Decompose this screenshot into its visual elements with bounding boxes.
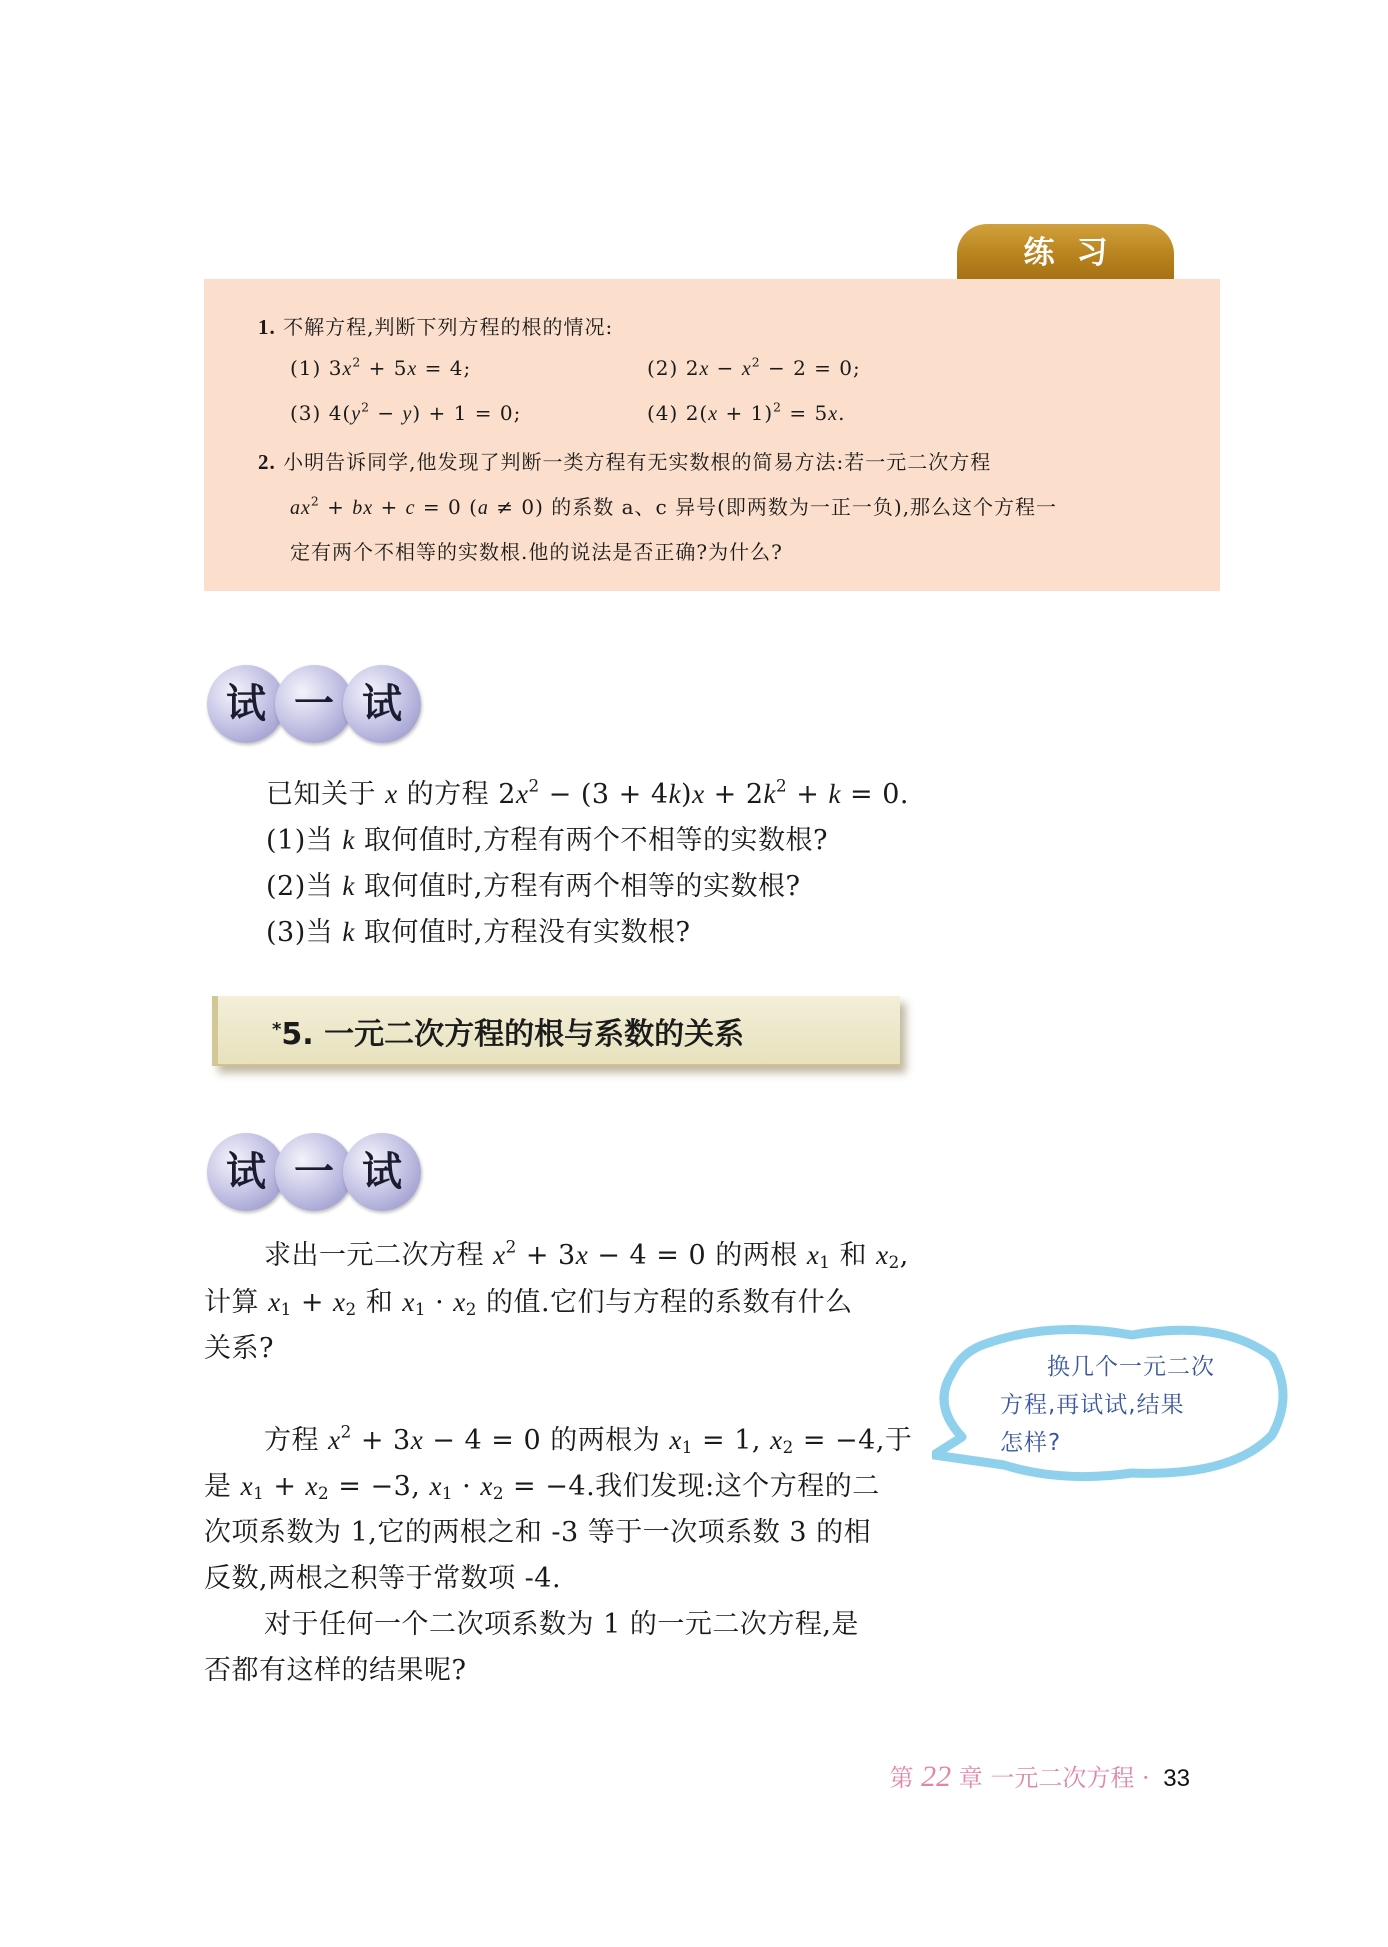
body-p1-line-4: 反数,两根之积等于常数项 -4.: [204, 1563, 562, 1594]
question-1-part-1: (1) $3x^2 + 5x = 4$;: [290, 354, 472, 380]
try2-line-3: 关系?: [204, 1333, 274, 1364]
practice-tab: 练习: [957, 224, 1174, 280]
body-p1-line-1: 方程 $x^2 + 3x - 4 = 0$ 的两根为 $x_1 = 1$, $x_2 = -4$,于: [264, 1421, 913, 1458]
section-banner: *5. 一元二次方程的根与系数的关系: [212, 996, 900, 1066]
try-it-badge: 试 一 试: [207, 1133, 421, 1215]
body-p1-line-2: 是 $x_1 + x_2 = -3$, $x_1 \cdot x_2 = -4$.我们发现:这个方程的二: [204, 1471, 880, 1504]
question-1-part-3: (3) $4(y^2 - y) + 1 = 0$;: [290, 399, 522, 425]
section-title: 5. 一元二次方程的根与系数的关系: [281, 1017, 745, 1052]
page-number: 33: [1163, 1765, 1190, 1792]
question-2-line-2: $ax^2$ + bx + c = 0 (a ≠ 0) 的系数 a、c 异号(即两数为一正一负),那么这个方程一: [290, 493, 1058, 519]
try1-item-2: (2)当 k 取何值时,方程有两个相等的实数根?: [266, 871, 801, 902]
try-it-badge: 试 一 试: [207, 665, 421, 747]
bubble-line-3: 怎样?: [1000, 1430, 1062, 1456]
question-number: 2.: [258, 450, 276, 474]
question-1-part-2: (2) $2x - x^2 - 2 = 0$;: [647, 354, 861, 380]
chapter-number: 22: [921, 1760, 952, 1793]
page-footer: 第 22 章 一元二次方程 · 33: [889, 1760, 1190, 1793]
practice-question-1: [258, 311, 613, 340]
try2-line-2: 计算 $x_1 + x_2$ 和 $x_1 \cdot x_2$ 的值.它们与方程的系数有什么: [204, 1287, 853, 1320]
question-number: 1.: [258, 315, 276, 339]
body-p2-line-2: 否都有这样的结果呢?: [204, 1655, 467, 1686]
try1-item-3: (3)当 k 取何值时,方程没有实数根?: [266, 917, 691, 948]
bubble-line-2: 方程,再试试,结果: [1000, 1392, 1185, 1418]
body-p1-line-3: 次项系数为 1,它的两根之和 -3 等于一次项系数 3 的相: [204, 1517, 872, 1548]
try1-item-1: (1)当 k 取何值时,方程有两个不相等的实数根?: [266, 825, 828, 856]
practice-question-2: 2. 小明告诉同学,他发现了判断一类方程有无实数根的简易方法:若一元二次方程: [258, 450, 992, 474]
try1-intro: 已知关于 x 的方程 $2x^2 - (3 + 4k)x + 2k^2 + k = 0$.: [266, 775, 910, 810]
question-1-part-4: (4) $2(x + 1)^2 = 5x$.: [647, 399, 846, 425]
bubble-line-1: 换几个一元二次: [1047, 1354, 1215, 1380]
body-p2-line-1: 对于任何一个二次项系数为 1 的一元二次方程,是: [264, 1609, 859, 1640]
try2-line-1: 求出一元二次方程 $x^2 + 3x - 4 = 0$ 的两根 $x_1$ 和 $x_2$,: [264, 1236, 909, 1273]
question-2-line-3: 定有两个不相等的实数根.他的说法是否正确?为什么?: [290, 540, 783, 564]
question-text: 不解方程,判断下列方程的根的情况:: [283, 315, 614, 339]
